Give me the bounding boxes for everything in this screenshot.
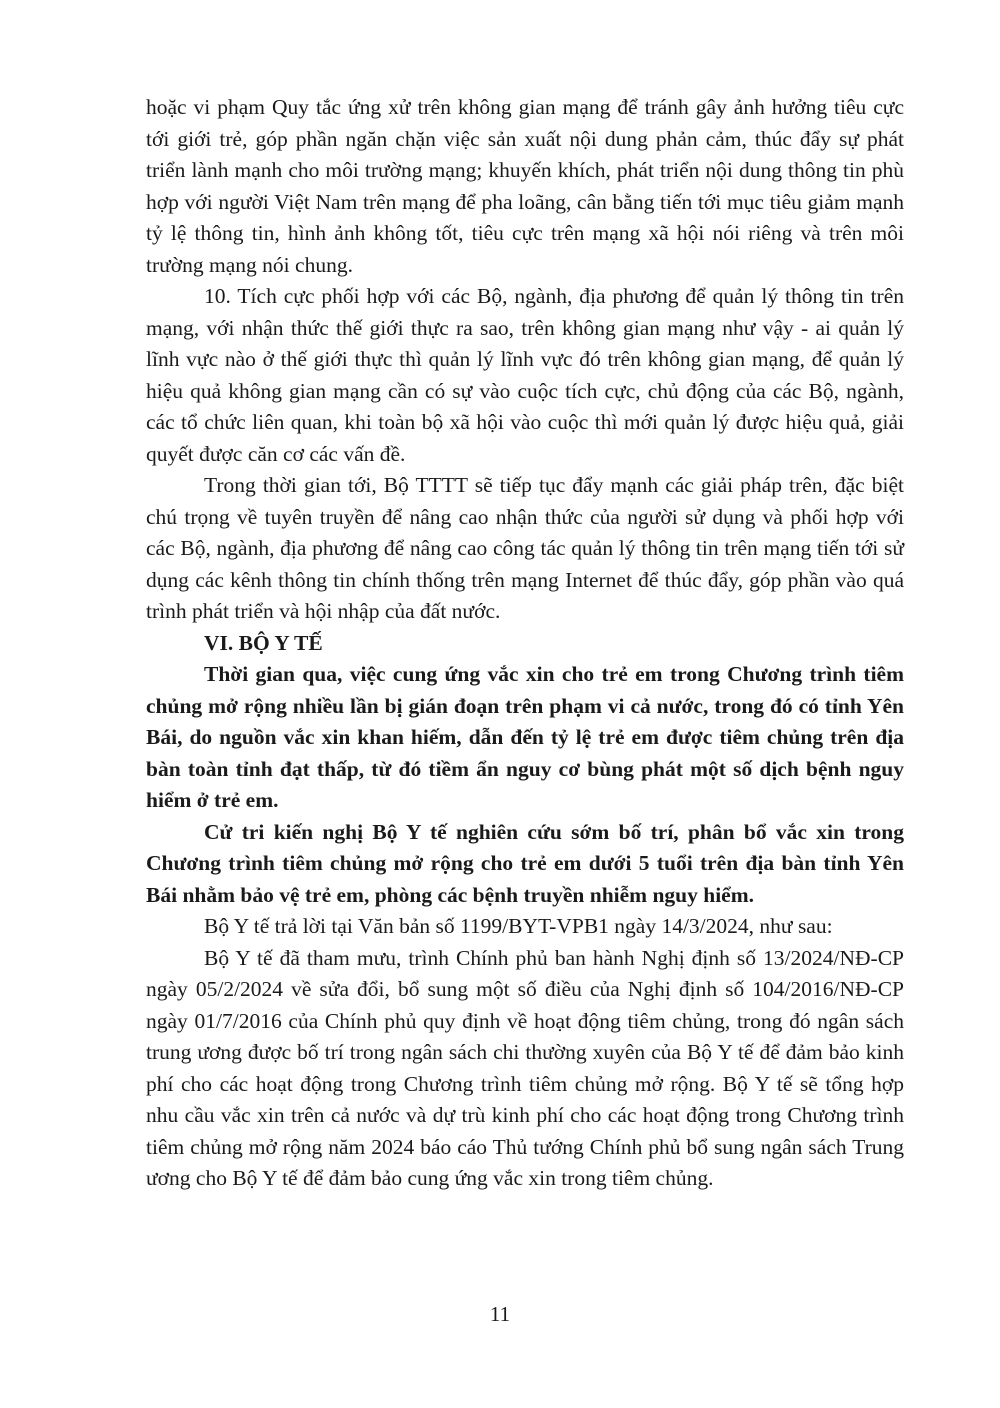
page-number: 11 bbox=[489, 1302, 511, 1326]
paragraph-issue: Thời gian qua, việc cung ứng vắc xin cho trẻ em trong Chương trình tiêm chủng mở rộng nhiều lần bị gián đoạn trên phạm vi cả nước, trong đó có tỉnh Yên Bái, do nguồn vắc xin khan hiếm, dẫn đến tỷ lệ trẻ em được tiêm chủng trên địa bàn toàn tỉnh đạt thấp, từ đó tiềm ẩn nguy cơ bùng phát một số dịch bệnh nguy hiểm ở trẻ em. bbox=[146, 662, 904, 812]
paragraph-voter-request: Cử tri kiến nghị Bộ Y tế nghiên cứu sớm bố trí, phân bổ vắc xin trong Chương trình tiêm chủng mở rộng cho trẻ em dưới 5 tuổi trên địa bàn tỉnh Yên Bái nhằm bảo vệ trẻ em, phòng các bệnh truyền nhiễm nguy hiểm. bbox=[146, 819, 904, 907]
paragraph-reply-reference: Bộ Y tế trả lời tại Văn bản số 1199/BYT-VPB1 ngày 14/3/2024, như sau: bbox=[204, 914, 833, 938]
paragraph-conclusion: Trong thời gian tới, Bộ TTTT sẽ tiếp tục đẩy mạnh các giải pháp trên, đặc biệt chú trọng về tuyên truyền để nâng cao nhận thức của người sử dụng và phối hợp với các Bộ, ngành, địa phương để nâng cao công tác quản lý thông tin trên mạng tiến tới sử dụng các kênh thông tin chính thống trên mạng Internet để thúc đẩy, góp phần vào quá trình phát triển và hội nhập của đất nước. bbox=[146, 473, 904, 623]
paragraph-reply-body: Bộ Y tế đã tham mưu, trình Chính phủ ban hành Nghị định số 13/2024/NĐ-CP ngày 05/2/2024 về sửa đổi, bổ sung một số điều của Nghị định số 104/2016/NĐ-CP ngày 01/7/2016 của Chính phủ quy định về hoạt động tiêm chủng, trong đó ngân sách trung ương được bố trí trong ngân sách chi thường xuyên của Bộ Y tế để đảm bảo kinh phí cho các hoạt động trong Chương trình tiêm chủng mở rộng. Bộ Y tế sẽ tổng hợp nhu cầu vắc xin trên cả nước và dự trù kinh phí cho các hoạt động trong Chương trình tiêm chủng mở rộng năm 2024 báo cáo Thủ tướng Chính phủ bổ sung ngân sách Trung ương cho Bộ Y tế để đảm bảo cung ứng vắc xin trong tiêm chủng. bbox=[146, 945, 904, 1190]
paragraph-continued: hoặc vi phạm Quy tắc ứng xử trên không gian mạng để tránh gây ảnh hưởng tiêu cực tới giới trẻ, góp phần ngăn chặn việc sản xuất nội dung phản cảm, thúc đẩy sự phát triển lành mạnh cho môi trường mạng; khuyến khích, phát triển nội dung thông tin phù hợp với người Việt Nam trên mạng để pha loãng, cân bằng tiến tới mục tiêu giảm mạnh tỷ lệ thông tin, hình ảnh không tốt, tiêu cực trên mạng xã hội nói riêng và trên môi trường mạng nói chung. bbox=[146, 95, 904, 277]
section-heading: VI. BỘ Y TẾ bbox=[204, 630, 323, 655]
document-page bbox=[146, 92, 904, 1195]
paragraph-item-10: 10. Tích cực phối hợp với các Bộ, ngành, địa phương để quản lý thông tin trên mạng, với nhận thức thế giới thực ra sao, trên không gian mạng như vậy - ai quản lý lĩnh vực nào ở thế giới thực thì quản lý lĩnh vực đó trên không gian mạng, để quản lý hiệu quả không gian mạng cần có sự vào cuộc tích cực, chủ động của các Bộ, ngành, các tổ chức liên quan, khi toàn bộ xã hội vào cuộc thì mới quản lý được hiệu quả, giải quyết được căn cơ các vấn đề. bbox=[146, 284, 904, 466]
